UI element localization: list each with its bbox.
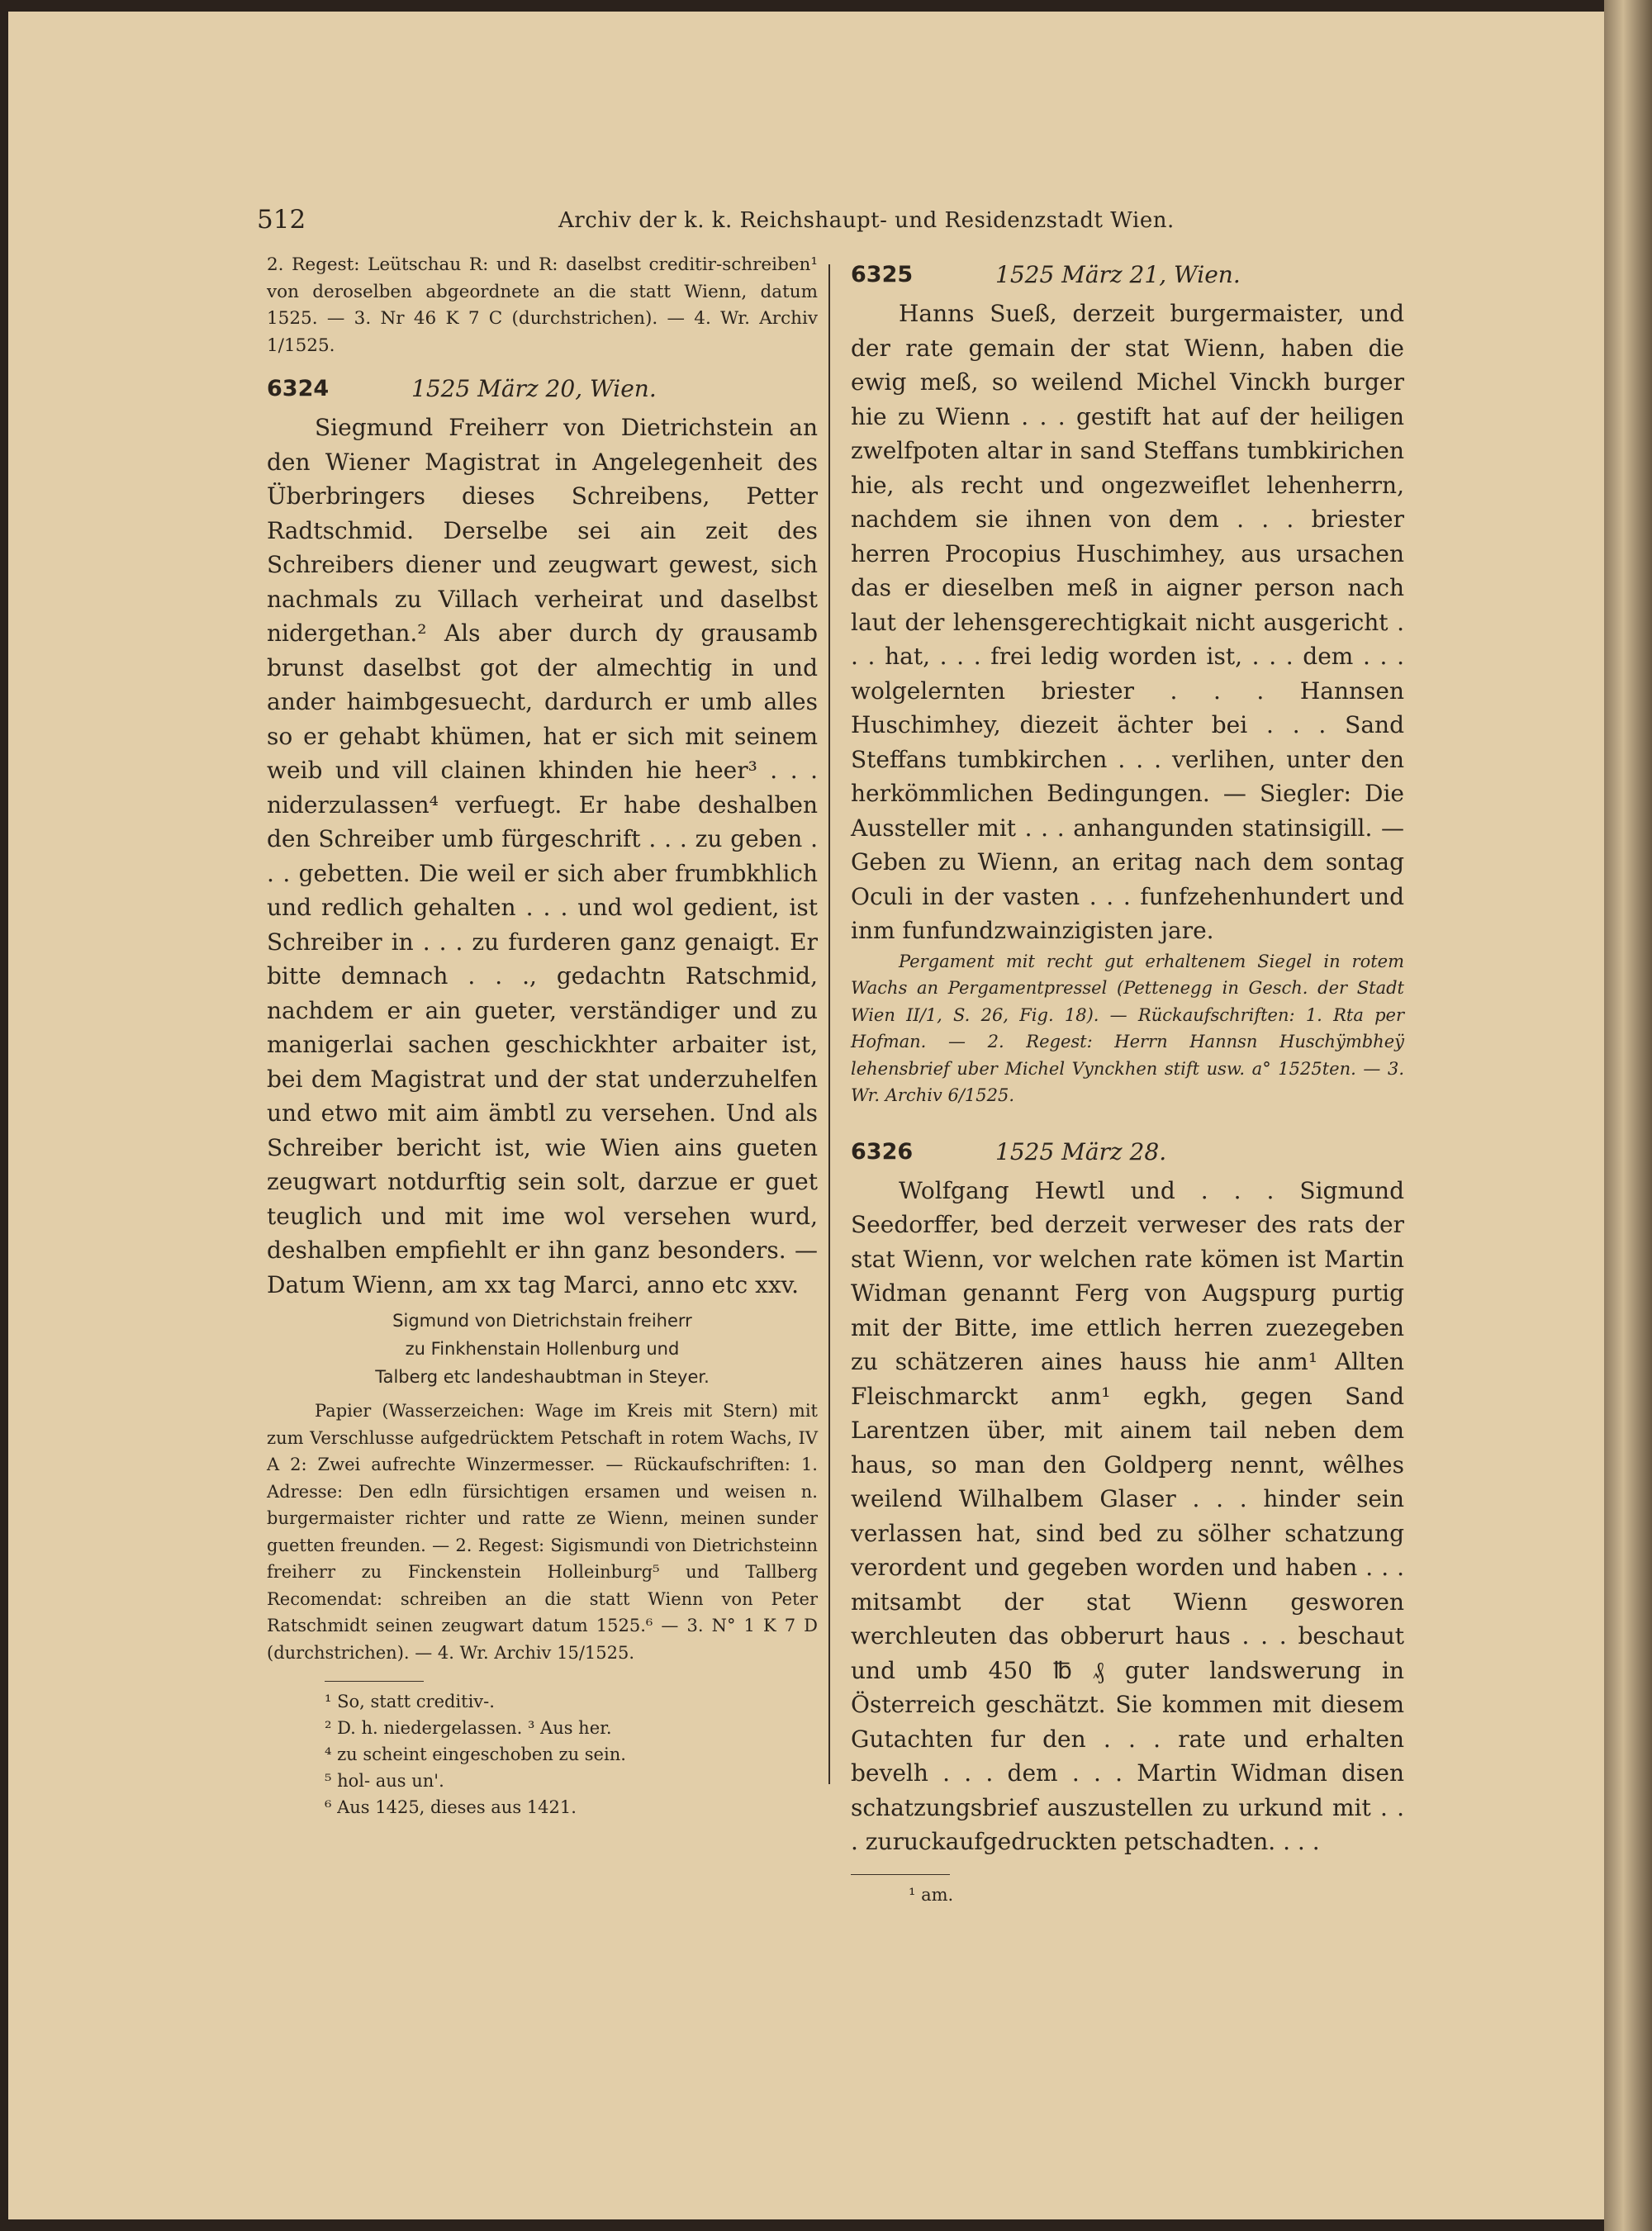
left-column [267,252,818,1820]
footnote: ⁶ Aus 1425, dieses aus 1421. [325,1797,577,1817]
signature-block [267,1307,818,1391]
entry-date: 1525 März 21, Wien. [995,261,1241,288]
entry-date: 1525 März 28. [995,1137,1167,1165]
footnote: ¹ am. [909,1884,954,1905]
intro-text: 2. Regest: Leütschau R: und R: daselbst creditir-schreiben¹ von deroselben abgeordnete an die statt Wienn, datum 1525. — 3. Nr 46 K 7 C (durchstrichen). — 4. Wr. Archiv 1/1525. [267,254,818,356]
footnote: ⁴ zu scheint eingeschoben zu sein. [325,1744,626,1764]
footnote: ⁵ hol- aus un'. [325,1771,444,1791]
entry-number: 6326 [851,1138,914,1165]
entry-date: 1525 März 20, Wien. [411,375,657,402]
page-gutter [1604,0,1652,2231]
archival-note: Pergament mit recht gut erhaltenem Siegel in rotem Wachs an Pergamentpressel (Pettenegg in Gesch. der Stadt Wien II/1, S. 26, Fig. 18). — Rückaufschriften: 1. Rta per Hofman. — 2. Regest: Herrn Hannsn Huschÿmbheÿ lehensbrief uber Michel Vynckhen stift usw. a° 1525ten. — 3. Wr. Archiv 6/1525. [851,951,1404,1105]
footnote-rule [325,1681,424,1682]
entry-heading [851,1134,1404,1170]
footnote-rule [851,1874,950,1875]
running-title: Archiv der k. k. Reichshaupt- und Residenzstadt Wien. [558,208,1175,233]
entry-number: 6324 [267,376,330,401]
entry-heading [851,257,1404,293]
archival-note: Papier (Wasserzeichen: Wage im Kreis mit Stern) mit zum Verschlusse aufgedrücktem Petschaft in rotem Wachs, IV A 2: Zwei aufrechte Winzermesser. — Rückaufschriften: 1. Adresse: Den edln fürsichtigen ersamen und weisen n. burgermaister richter und ratte ze Wienn, meinen sunder guetten freunden. — 2. Regest: Sigismundi von Dietrichsteinn freiherr zu Finckenstein Holleinburg⁵ und Tallberg Recomendat: schreiben an die statt Wienn von Peter Ratschmidt seinen zeugwart datum 1525.⁶ — 3. N° 1 K 7 D (durchstrichen). — 4. Wr. Archiv 15/1525. [267,1401,818,1663]
footnote: ¹ So, statt creditiv-. [325,1692,495,1711]
footnote: ² D. h. niedergelassen. ³ Aus her. [325,1718,612,1738]
right-column [851,252,1404,1908]
column-divider [828,264,830,1784]
signature-line: zu Finkhenstain Hollenburg und [405,1339,680,1359]
page-number: 512 [257,205,306,235]
entry-heading [267,371,818,407]
entry-body: Wolfgang Hewtl und . . . Sigmund Seedorffer, bed derzeit verweser des rats der stat Wienn, vor welchen rate kömen ist Martin Widman genannt Ferg von Augspurg purtig mit der Bitte, ime ettlich herren zuezegeben zu schätzeren aines hauss hie anm¹ Allten Fleischmarckt anm¹ egkh, gegen Sand Larentzen über, mit ainem tail neben dem haus, so man den Goldperg nennt, wêlhes weilend Wilhalbem Glaser . . . hinder sein verlassen hat, sind bed zu sölher schatzung verordent und gegeben worden und haben . . . mitsambt der stat Wienn gesworen werchleuten das obberurt haus . . . beschaut und umb 450 ℔ ₰ guter landswerung in Österreich geschätzt. Sie kommen mit diesem Gutachten fur den . . . rate und erhalten bevelh . . . dem . . . Martin Widman disen schatzungsbrief auszustellen zu urkund mit . . . zuruckaufgedruckten petschadten. . . . [851,1176,1404,1855]
entry-number: 6325 [851,262,914,287]
signature-line: Talberg etc landeshaubtman in Steyer. [375,1367,710,1387]
signature-line: Sigmund von Dietrichstain freiherr [392,1311,692,1331]
entry-body: Hanns Sueß, derzeit burgermaister, und der rate gemain der stat Wienn, haben die ewig meß, so weilend Michel Vinckh burger hie zu Wienn . . . gestift hat auf der heiligen zwelfpoten altar in sand Steffans tumbkirichen hie, als recht und ongezweiflet lehenherrn, nachdem sie ihnen von dem . . . briester herren Procopius Huschimhey, aus ursachen das er dieselben meß in aigner person nach laut der lehensgerechtigkait nicht ausgericht . . . hat, . . . frei ledig worden ist, . . . dem . . . wolgelernten briester . . . Hannsen Huschimhey, diezeit ächter bei . . . Sand Steffans tumbkirchen . . . verlihen, unter den herkömmlichen Bedingungen. — Siegler: Die Aussteller mit . . . anhangunden statinsigill. — Geben zu Wienn, an eritag nach dem sontag Oculi in der vasten . . . funfzehenhundert und inm funfundzwainzigisten jare. [851,300,1404,944]
page-header [257,205,1628,238]
entry-body: Siegmund Freiherr von Dietrichstein an den Wiener Magistrat in Angelegenheit des Überbringers dieses Schreibens, Petter Radtschmid. Derselbe sei ain zeit des Schreibers diener und zeugwart gewest, sich nachmals zu Villach verheirat und daselbst nidergethan.² Als aber durch dy grausamb brunst daselbst got der almechtig in und ander haimbgesuecht, dardurch er umb alles so er gehabt khümen, hat er sich mit seinem weib und vill clainen khinden hie heer³ . . . niderzulassen⁴ verfuegt. Er habe deshalben den Schreiber umb fürgeschrift . . . zu geben . . . gebetten. Die weil er sich aber frumbkhlich und redlich gehalten . . . und wol gedient, ist Schreiber in . . . zu furderen ganz genaigt. Er bitte demnach . . ., gedachtn Ratschmid, nachdem er ain gueter, verständiger und zu manigerlai sachen geschickhter arbaiter ist, bei dem Magistrat und der stat underzuhelfen und etwo mit aim ämbtl zu versehen. Und als Schreiber bericht ist, wie Wien ains gueten zeugwart notdurftig sein solt, darzue er guet teuglich und mit ime wol versehen wurd, deshalben empfiehlt er ihn ganz besonders. — Datum Wienn, am xx tag Marci, anno etc xxv. [267,414,818,1298]
